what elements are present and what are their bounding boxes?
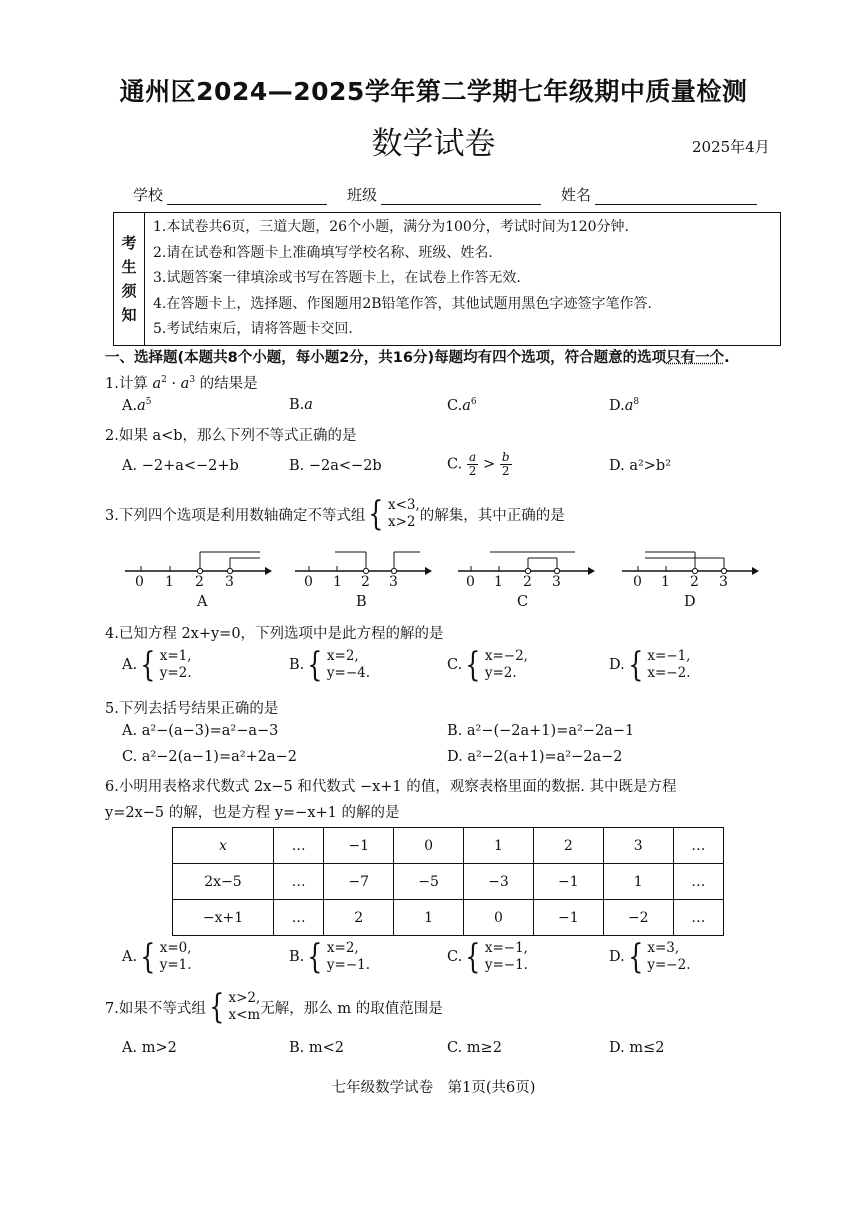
- table-cell: …: [274, 864, 324, 900]
- q6-option-b[interactable]: B. { x=2, y=−1.: [289, 937, 371, 977]
- notice-item: 3.试题答案一律填涂或书写在答题卡上，在试卷上作答无效.: [153, 270, 521, 286]
- table-cell: 1: [464, 828, 534, 864]
- option-label: C.: [447, 657, 463, 673]
- question-6-line-2: y=2x−5 的解，也是方程 y=−x+1 的解的是: [105, 805, 400, 821]
- notice-side-char: 考: [121, 233, 137, 252]
- system-line: x=2,: [326, 648, 359, 664]
- section-text: 一、选择题(本题共8个小题，每小题2分，共16分)每题均有四个选项，符合题意的选项: [105, 350, 667, 366]
- table-cell: −3: [464, 864, 534, 900]
- table-cell: 2: [324, 900, 394, 936]
- exam-subtitle: 数学试卷: [371, 126, 496, 162]
- system-line: y=2.: [159, 665, 192, 681]
- q7-option-c[interactable]: C. m≥2: [447, 1040, 502, 1056]
- table-cell: −5: [394, 864, 464, 900]
- table-cell: −1: [533, 900, 603, 936]
- table-cell: …: [673, 900, 723, 936]
- question-6-line-1: 6.小明用表格求代数式 2x−5 和代数式 −x+1 的值，观察表格里面的数据. 其中既是方程: [105, 779, 677, 795]
- system-line: y=−1.: [326, 957, 371, 973]
- system-line: x<m: [228, 1007, 261, 1023]
- tick-label: 3: [552, 574, 561, 590]
- system-line: y=1.: [159, 957, 192, 973]
- tick-label: 1: [494, 574, 503, 590]
- system-line: y=−1.: [484, 957, 528, 973]
- notice-item: 2.请在试卷和答题卡上准确填写学校名称、班级、姓名.: [153, 244, 493, 261]
- tick-label: 2: [523, 574, 532, 590]
- notice-side-char: 知: [121, 305, 137, 324]
- option-label: D.: [609, 657, 625, 673]
- option-label: B.: [289, 949, 305, 965]
- table-cell: 0: [464, 900, 534, 936]
- notice-items: [145, 213, 781, 346]
- q2-option-d[interactable]: D. a²>b²: [609, 458, 672, 474]
- numberline-a[interactable]: [125, 552, 272, 575]
- section-heading: [105, 346, 730, 367]
- notice-box: [113, 212, 781, 346]
- q1-option-d[interactable]: $D.a^8$: [609, 397, 640, 414]
- notice-item: 4.在答题卡上，选择题、作图题用2B铅笔作答，其他试题用黑色字迹签字笔作答.: [153, 295, 653, 312]
- question-7: [105, 987, 443, 1027]
- table-cell: 1: [394, 900, 464, 936]
- table-cell: 3: [603, 828, 673, 864]
- system-line: x<3,: [387, 497, 420, 513]
- table-cell: 0: [394, 828, 464, 864]
- question-4: 4.已知方程 2x+y=0，下列选项中是此方程的解的是: [105, 626, 444, 642]
- class-field[interactable]: [381, 188, 541, 205]
- q7-option-a[interactable]: A. m>2: [122, 1040, 177, 1056]
- tick-label: 0: [135, 574, 144, 590]
- notice-item: 1.本试卷共6页，三道大题，26个小题，满分为100分，考试时间为120分钟.: [153, 219, 629, 235]
- question-2: 2.如果 a<b，那么下列不等式正确的是: [105, 428, 357, 444]
- notice-side-char: 须: [121, 281, 137, 300]
- table-row: [173, 828, 724, 864]
- option-label: A.: [122, 657, 138, 673]
- fraction-b-2: $\frac{b}{2}$: [501, 450, 510, 478]
- system-line: x=1,: [159, 648, 192, 664]
- values-table: [172, 827, 724, 936]
- q1-option-b[interactable]: B.a: [289, 397, 313, 413]
- student-info-row: [133, 184, 757, 205]
- system-line: x=0,: [159, 940, 192, 956]
- table-cell: −1: [533, 864, 603, 900]
- table-cell: …: [274, 828, 324, 864]
- name-label: 姓名: [561, 186, 592, 204]
- table-cell: −1: [324, 828, 394, 864]
- q3-stem-post: 的解集，其中正确的是: [419, 507, 565, 524]
- table-row: [173, 864, 724, 900]
- tick-label: 0: [466, 574, 475, 590]
- numberline-b[interactable]: [295, 552, 432, 575]
- q5-option-c[interactable]: C. a²−2(a−1)=a²+2a−2: [122, 749, 297, 765]
- q3-number-lines: [120, 540, 780, 615]
- option-label: B.: [289, 657, 305, 673]
- q1-option-a[interactable]: $A.a^5$: [122, 397, 152, 414]
- question-5: 5.下列去括号结果正确的是: [105, 701, 279, 717]
- table-cell: −7: [324, 864, 394, 900]
- fraction-a-2: $\frac{a}{2}$: [468, 450, 477, 478]
- tick-label: 2: [690, 574, 699, 590]
- q1-option-c[interactable]: $C.a^6$: [447, 397, 477, 414]
- system-line: x=3,: [647, 940, 680, 956]
- q3-label-c[interactable]: C: [517, 594, 529, 610]
- system-line: x=−1,: [647, 648, 691, 664]
- section-emphasis: 只有一个: [666, 350, 725, 366]
- tick-label: 1: [661, 574, 670, 590]
- q1-stem-post: 的结果是: [195, 376, 258, 392]
- exam-date: 2025年4月: [692, 138, 770, 156]
- school-field[interactable]: [167, 188, 327, 205]
- q4-option-d[interactable]: D. { x=−1, x=−2.: [609, 645, 691, 685]
- tick-label: 0: [304, 574, 313, 590]
- table-cell: −2: [603, 900, 673, 936]
- table-cell: −x+1: [173, 900, 274, 936]
- q7-option-b[interactable]: B. m<2: [289, 1040, 344, 1056]
- numberline-d[interactable]: [622, 552, 759, 575]
- table-row: [173, 900, 724, 936]
- question-1: 1.计算 $a^2 \cdot a^3$ 的结果是: [105, 375, 258, 392]
- q2-option-b[interactable]: B. −2a<−2b: [289, 458, 382, 474]
- tick-label: 3: [389, 574, 398, 590]
- table-cell: …: [274, 900, 324, 936]
- system-line: x=−2.: [647, 665, 691, 681]
- system-line: x=−2,: [484, 648, 528, 664]
- q4-option-c[interactable]: C. { x=−2, y=2.: [447, 645, 528, 685]
- q2-option-a[interactable]: A. −2+a<−2+b: [122, 458, 239, 474]
- table-cell: x: [173, 828, 274, 864]
- q7-inequality-system: { x>2, x<m: [209, 987, 261, 1027]
- option-label: B.: [289, 397, 305, 413]
- option-label: D.: [609, 397, 625, 414]
- system-line: y=−4.: [326, 665, 371, 681]
- q3-label-d[interactable]: D: [684, 594, 696, 610]
- q3-inequality-system: { x<3, x>2: [368, 494, 420, 534]
- tick-label: 1: [165, 574, 174, 590]
- tick-label: 2: [361, 574, 370, 590]
- notice-item: 5.考试结束后，请将答题卡交回.: [153, 321, 353, 337]
- class-label: 班级: [347, 186, 378, 204]
- q6-option-c[interactable]: C. { x=−1, y=−1.: [447, 937, 528, 977]
- notice-side-label: [114, 213, 145, 346]
- exam-title: 通州区2024—2025学年第二学期七年级期中质量检测: [119, 77, 748, 106]
- section-end: .: [724, 350, 730, 366]
- tick-label: 1: [333, 574, 342, 590]
- system-line: x=−1,: [484, 940, 528, 956]
- q6-option-a[interactable]: A. { x=0, y=1.: [122, 937, 192, 977]
- system-line: y=2.: [484, 665, 517, 681]
- q4-option-b[interactable]: B. { x=2, y=−4.: [289, 645, 371, 685]
- table-cell: 1: [603, 864, 673, 900]
- option-label: A.: [122, 397, 138, 414]
- table-cell: 2: [533, 828, 603, 864]
- q3-stem-pre: 3.下列四个选项是利用数轴确定不等式组: [105, 507, 366, 524]
- q7-stem-pre: 7.如果不等式组: [105, 1000, 206, 1017]
- numberline-c[interactable]: [458, 552, 595, 575]
- option-label: C.: [447, 456, 463, 473]
- q2-option-c[interactable]: C. $\frac{a}{2}$ > $\frac{b}{2}$: [447, 450, 510, 478]
- q3-label-b[interactable]: B: [356, 594, 367, 610]
- system-line: x=2,: [326, 940, 359, 956]
- tick-label: 3: [225, 574, 234, 590]
- system-line: y=−2.: [647, 957, 691, 973]
- name-field[interactable]: [595, 188, 757, 205]
- q5-option-b[interactable]: B. a²−(−2a+1)=a²−2a−1: [447, 723, 635, 739]
- q7-stem-post: 无解，那么 m 的取值范围是: [260, 1000, 443, 1017]
- table-cell: …: [673, 864, 723, 900]
- option-label: D.: [609, 949, 625, 965]
- notice-side-char: 生: [121, 257, 137, 276]
- table-cell: 2x−5: [173, 864, 274, 900]
- tick-label: 2: [195, 574, 204, 590]
- table-cell: …: [673, 828, 723, 864]
- page-footer: 七年级数学试卷 第1页(共6页): [331, 1080, 536, 1096]
- school-label: 学校: [133, 186, 164, 204]
- q7-option-d[interactable]: D. m≤2: [609, 1040, 665, 1056]
- option-label: A.: [122, 949, 138, 965]
- system-line: x>2,: [228, 990, 261, 1006]
- option-label: C.: [447, 949, 463, 965]
- q3-label-a[interactable]: A: [197, 594, 208, 610]
- q5-option-a[interactable]: A. a²−(a−3)=a²−a−3: [122, 723, 279, 739]
- q1-stem-pre: 1.计算: [105, 376, 153, 392]
- system-line: x>2: [387, 514, 416, 530]
- tick-label: 3: [719, 574, 728, 590]
- option-label: C.: [447, 397, 463, 414]
- q6-option-d[interactable]: D. { x=3, y=−2.: [609, 937, 691, 977]
- q5-option-d[interactable]: D. a²−2(a+1)=a²−2a−2: [447, 749, 623, 765]
- question-3: [105, 494, 565, 534]
- tick-label: 0: [633, 574, 642, 590]
- q4-option-a[interactable]: A. { x=1, y=2.: [122, 645, 192, 685]
